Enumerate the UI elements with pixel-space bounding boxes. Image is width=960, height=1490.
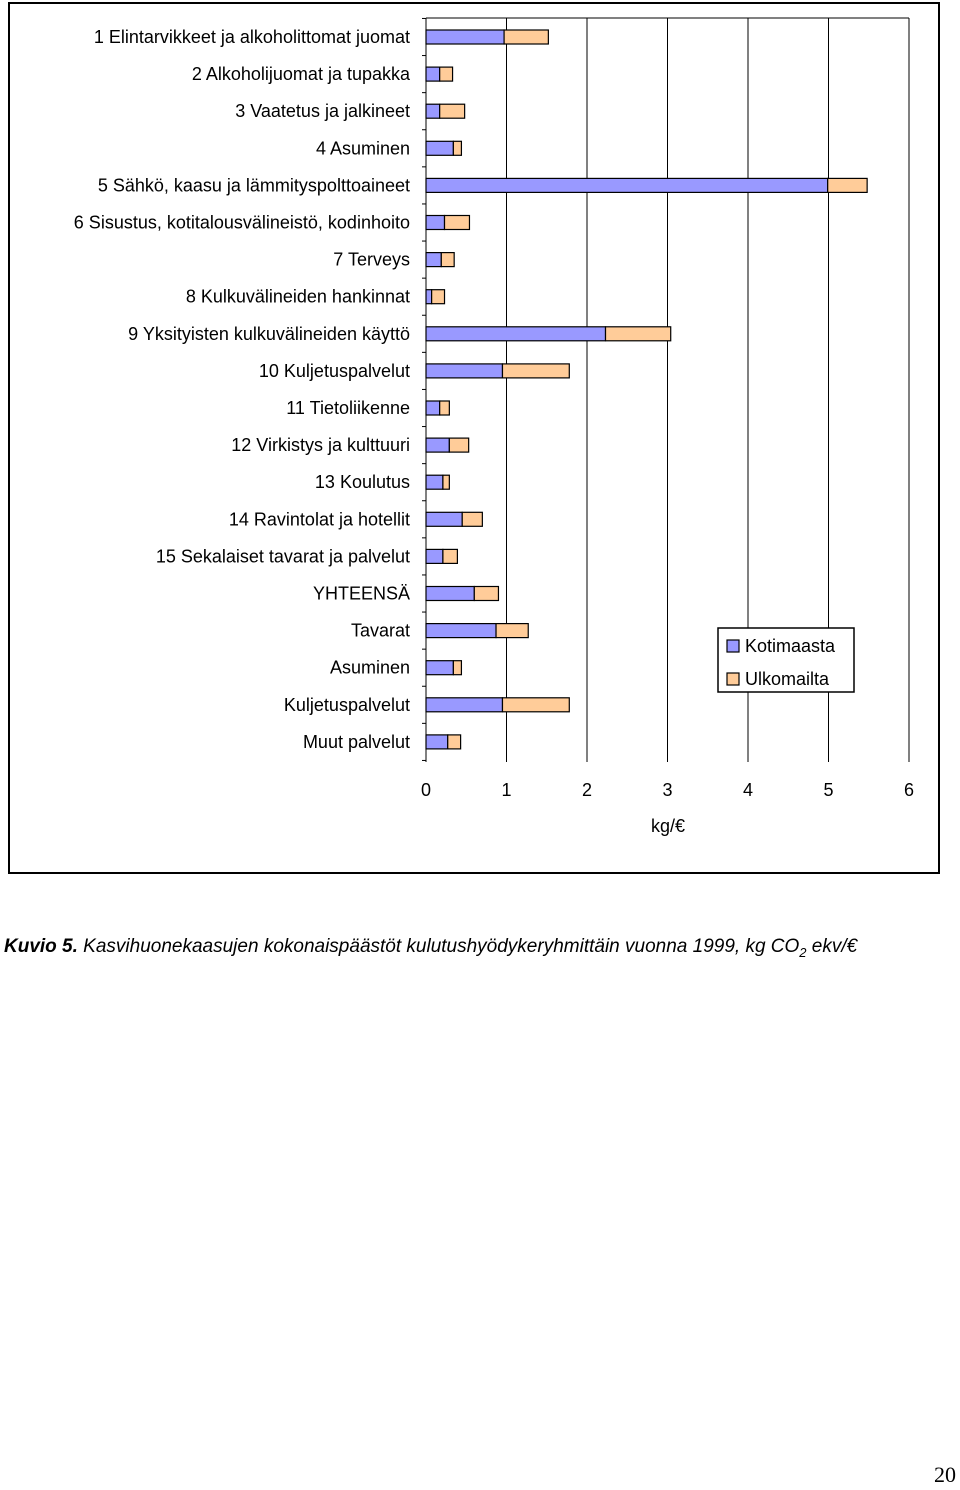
bar-ulkomailta [462,512,482,526]
bar-kotimaasta [426,549,443,563]
x-tick-label: 5 [823,780,834,800]
caption-subscript: 2 [799,944,807,960]
x-tick-label: 1 [501,780,512,800]
category-label: 6 Sisustus, kotitalousvälineistö, kodinhoito [73,212,410,233]
caption-lead: Kuvio 5. [4,936,78,957]
caption-text: Kasvihuonekaasujen kokonaispäästöt kulutushyödykeryhmittäin vuonna 1999, kg CO [77,936,800,957]
category-label: 13 Koulutus [314,472,410,493]
bar-ulkomailta [445,216,470,230]
bar-ulkomailta [502,364,569,378]
bar-kotimaasta [426,290,432,304]
x-tick-label: 6 [903,780,915,800]
bar-kotimaasta [426,438,449,452]
bar-kotimaasta [426,104,440,118]
bar-ulkomailta [453,661,461,675]
bar-ulkomailta [606,327,671,341]
category-label: 2 Alkoholijuomat ja tupakka [191,64,410,85]
x-tick-label: 4 [742,780,754,800]
category-label: Asuminen [329,657,410,678]
legend-label: Kotimaasta [745,636,836,656]
category-label: 11 Tietoliikenne [286,398,410,418]
category-label: 4 Asuminen [315,138,410,159]
bar-chart [10,4,942,876]
chart-frame [8,2,940,874]
bar-ulkomailta [502,698,569,712]
category-label: Tavarat [350,620,410,641]
category-label: 8 Kulkuvälineiden hankinnat [185,286,410,307]
bar-ulkomailta [449,438,468,452]
bar-kotimaasta [426,512,462,526]
bar-kotimaasta [426,401,440,415]
bar-ulkomailta [440,67,453,81]
bar-ulkomailta [828,178,867,192]
figure-caption [4,936,960,960]
x-tick-label: 0 [420,780,432,800]
bar-kotimaasta [426,624,496,638]
category-label: 1 Elintarvikkeet ja alkoholittomat juomat [93,27,410,47]
bar-ulkomailta [448,735,461,749]
category-label: 9 Yksityisten kulkuvälineiden käyttö [128,323,410,344]
legend-label: Ulkomailta [745,669,830,689]
bar-kotimaasta [426,587,474,601]
bar-ulkomailta [432,290,445,304]
legend [718,628,854,692]
category-label: 3 Vaatetus ja jalkineet [235,101,410,122]
legend-swatch [727,673,739,685]
category-label: 7 Terveys [333,249,410,270]
x-tick-label: 3 [662,780,673,800]
bar-kotimaasta [426,141,453,155]
bar-kotimaasta [426,475,443,489]
bar-ulkomailta [443,549,457,563]
bar-kotimaasta [426,216,445,230]
bar-kotimaasta [426,735,448,749]
bar-kotimaasta [426,698,502,712]
bar-ulkomailta [440,104,465,118]
category-label: 5 Sähkö, kaasu ja lämmityspolttoaineet [97,175,410,196]
bar-kotimaasta [426,661,453,675]
bar-ulkomailta [504,30,548,44]
category-label: 14 Ravintolat ja hotellit [228,509,410,530]
caption-tail: ekv/€ [806,936,858,957]
bar-kotimaasta [426,327,606,341]
bar-ulkomailta [443,475,449,489]
bar-kotimaasta [426,253,441,267]
x-axis-title: kg/€ [650,816,686,836]
bar-ulkomailta [440,401,450,415]
bar-ulkomailta [496,624,528,638]
legend-swatch [727,640,739,652]
page-number: 20 [934,1462,956,1487]
category-label: Kuljetuspalvelut [283,694,410,715]
bar-ulkomailta [474,587,498,601]
bar-ulkomailta [453,141,461,155]
bar-kotimaasta [426,364,502,378]
bar-kotimaasta [426,67,440,81]
bar-ulkomailta [441,253,454,267]
category-label: 15 Sekalaiset tavarat ja palvelut [155,546,410,567]
category-label: 10 Kuljetuspalvelut [258,360,410,381]
category-label: Muut palvelut [302,731,410,752]
bar-kotimaasta [426,30,504,44]
bar-kotimaasta [426,178,828,192]
category-label: YHTEENSÄ [312,583,410,604]
category-label: 12 Virkistys ja kulttuuri [231,435,410,456]
x-tick-label: 2 [581,780,593,800]
